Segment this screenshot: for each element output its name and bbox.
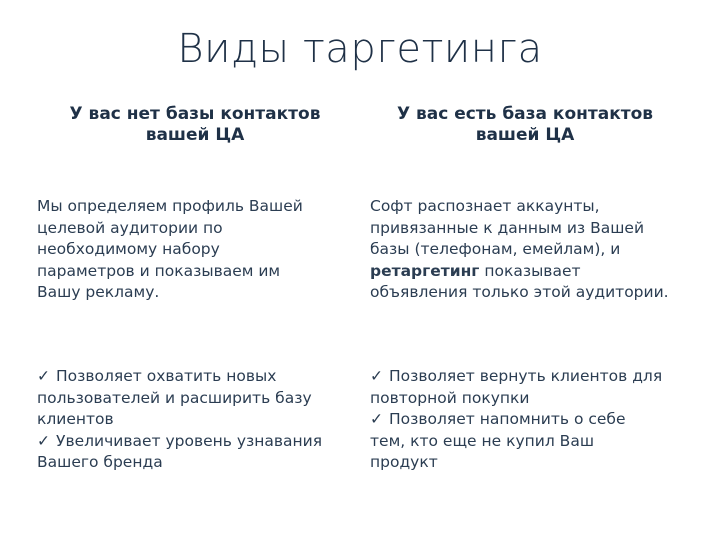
left-desc-line: Мы определяем профиль Вашей bbox=[37, 197, 303, 215]
right-desc-line-rest: показывает bbox=[479, 261, 581, 280]
right-benefit-item bbox=[370, 409, 700, 431]
right-desc-line: привязанные к данным из Вашей bbox=[370, 218, 645, 237]
left-heading-line-2: вашей ЦА bbox=[145, 125, 245, 145]
left-desc-line: Вашу рекламу. bbox=[37, 283, 160, 301]
right-benefit-text: Позволяет напомнить о себе bbox=[389, 410, 626, 428]
right-benefit-item bbox=[370, 366, 700, 388]
right-description bbox=[370, 196, 700, 304]
checkmark-icon: ✓ bbox=[37, 367, 50, 385]
left-benefit-text: пользователей и расширить базу bbox=[37, 388, 312, 407]
left-heading-line-1: У вас нет базы контактов bbox=[69, 104, 321, 124]
checkmark-icon: ✓ bbox=[37, 431, 50, 450]
right-benefit-text: Позволяет вернуть клиентов для bbox=[389, 367, 663, 385]
right-desc-line: базы (телефонам, емейлам), и bbox=[370, 240, 621, 258]
right-heading-line-2: вашей ЦА bbox=[475, 125, 575, 145]
left-benefit-item bbox=[37, 366, 357, 388]
checkmark-icon: ✓ bbox=[370, 410, 383, 428]
right-benefit-text: продукт bbox=[370, 453, 438, 471]
right-benefit-text: тем, кто еще не купил Ваш bbox=[370, 431, 595, 450]
left-column-heading bbox=[37, 104, 353, 146]
right-benefits bbox=[370, 366, 700, 474]
left-benefit-text: клиентов bbox=[37, 410, 114, 428]
left-desc-line: целевой аудитории по bbox=[37, 218, 223, 237]
right-desc-line bbox=[370, 261, 700, 283]
right-desc-line: Софт распознает аккаунты, bbox=[370, 197, 600, 215]
right-desc-line: объявления только этой аудитории. bbox=[370, 283, 669, 301]
right-column-heading bbox=[360, 104, 690, 146]
checkmark-icon: ✓ bbox=[370, 367, 383, 385]
left-benefit-text: Вашего бренда bbox=[37, 453, 163, 471]
right-heading-line-1: У вас есть база контактов bbox=[396, 104, 654, 124]
left-desc-line: необходимому набору bbox=[37, 240, 220, 258]
left-benefit-text: Позволяет охватить новых bbox=[56, 367, 277, 385]
left-description bbox=[37, 196, 357, 304]
right-benefit-text: повторной покупки bbox=[370, 388, 530, 407]
left-benefits bbox=[37, 366, 357, 474]
left-benefit-item bbox=[37, 431, 357, 453]
slide-title: Виды таргетинга bbox=[177, 26, 543, 72]
left-benefit-text: Увеличивает уровень узнавания bbox=[56, 431, 323, 450]
retargeting-term: ретаргетинг bbox=[370, 261, 480, 280]
left-desc-line: параметров и показываем им bbox=[37, 261, 281, 280]
